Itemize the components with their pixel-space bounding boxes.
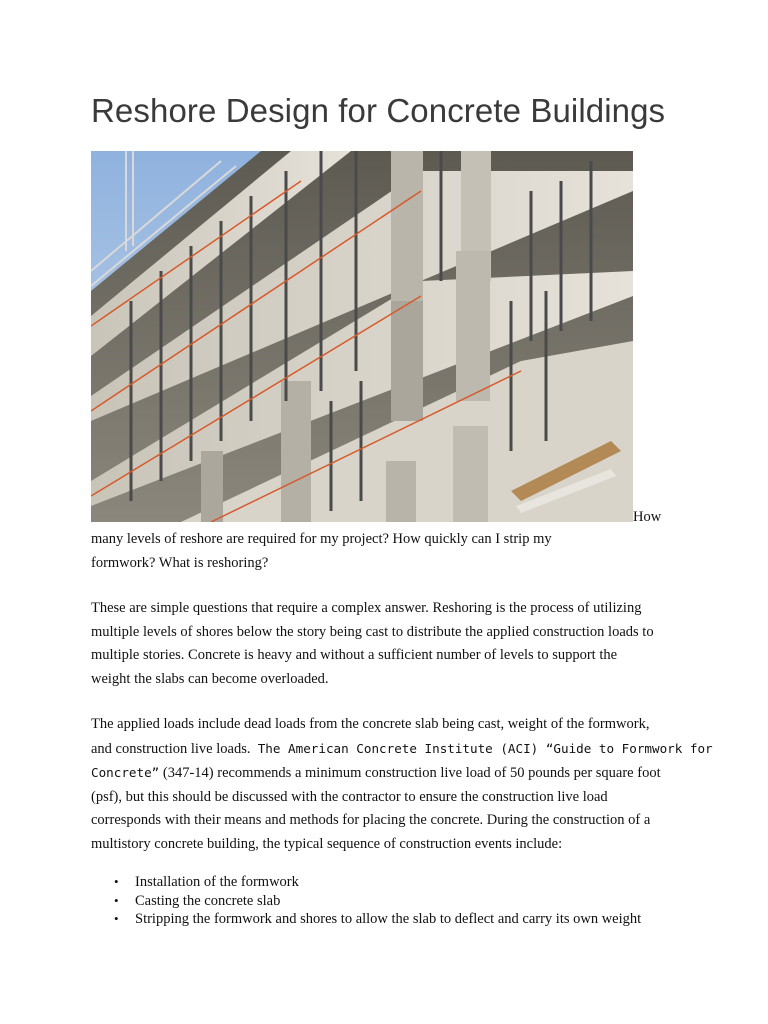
construction-photo	[91, 151, 633, 522]
paragraph-3-line-4: (psf), but this should be discussed with the contractor to ensure the construction live load	[91, 788, 608, 805]
construction-sequence-list	[91, 873, 641, 929]
paragraph-3-line-2-text: and construction live loads.	[91, 740, 258, 757]
list-item	[91, 873, 641, 892]
aci-guide-reference: The American Concrete Institute (ACI) “Guide to Formwork for	[257, 740, 713, 756]
intro-line-2: formwork? What is reshoring?	[91, 554, 269, 571]
paragraph-reshoring	[91, 597, 691, 691]
paragraph-3-line-2	[91, 737, 713, 762]
bullet-icon: •	[114, 911, 119, 926]
paragraph-3-line-5: corresponds with their means and methods for placing the concrete. During the construction of a	[91, 812, 651, 828]
paragraph-2-line-4: weight the slabs can become overloaded.	[91, 670, 329, 687]
intro-line-1: many levels of reshore are required for my project? How quickly can I strip my	[91, 531, 552, 547]
paragraph-2-line-1: These are simple questions that require a complex answer. Reshoring is the process of utilizing	[91, 600, 642, 616]
paragraph-applied-loads	[91, 713, 713, 856]
bullet-icon: •	[114, 874, 119, 889]
intro-first-word: How	[633, 509, 662, 525]
list-item	[91, 892, 641, 911]
paragraph-3-line-3-text: (347-14) recommends a minimum construction live load of 50 pounds per square foot	[159, 765, 661, 781]
list-item-text: Installation of the formwork	[135, 874, 299, 890]
list-item	[91, 910, 641, 929]
list-item-text: Casting the concrete slab	[135, 892, 281, 909]
bullet-icon: •	[114, 892, 119, 908]
intro-paragraph	[91, 528, 691, 575]
paragraph-2-line-3: multiple stories. Concrete is heavy and without a sufficient number of levels to support the	[91, 647, 618, 663]
paragraph-3-line-6: multistory concrete building, the typical sequence of construction events include:	[91, 835, 563, 852]
paragraph-3-line-1: The applied loads include dead loads from the concrete slab being cast, weight of the formwork,	[91, 716, 650, 732]
page-title: Reshore Design for Concrete Buildings	[91, 92, 666, 129]
construction-photo-illustration	[91, 151, 633, 522]
aci-guide-reference-cont: Concrete”	[91, 765, 160, 780]
paragraph-3-line-3	[91, 761, 691, 786]
paragraph-2-line-2: multiple levels of shores below the story being cast to distribute the applied construction loads to	[91, 623, 654, 640]
list-item-text: Stripping the formwork and shores to allow the slab to deflect and carry its own weight	[135, 911, 642, 927]
